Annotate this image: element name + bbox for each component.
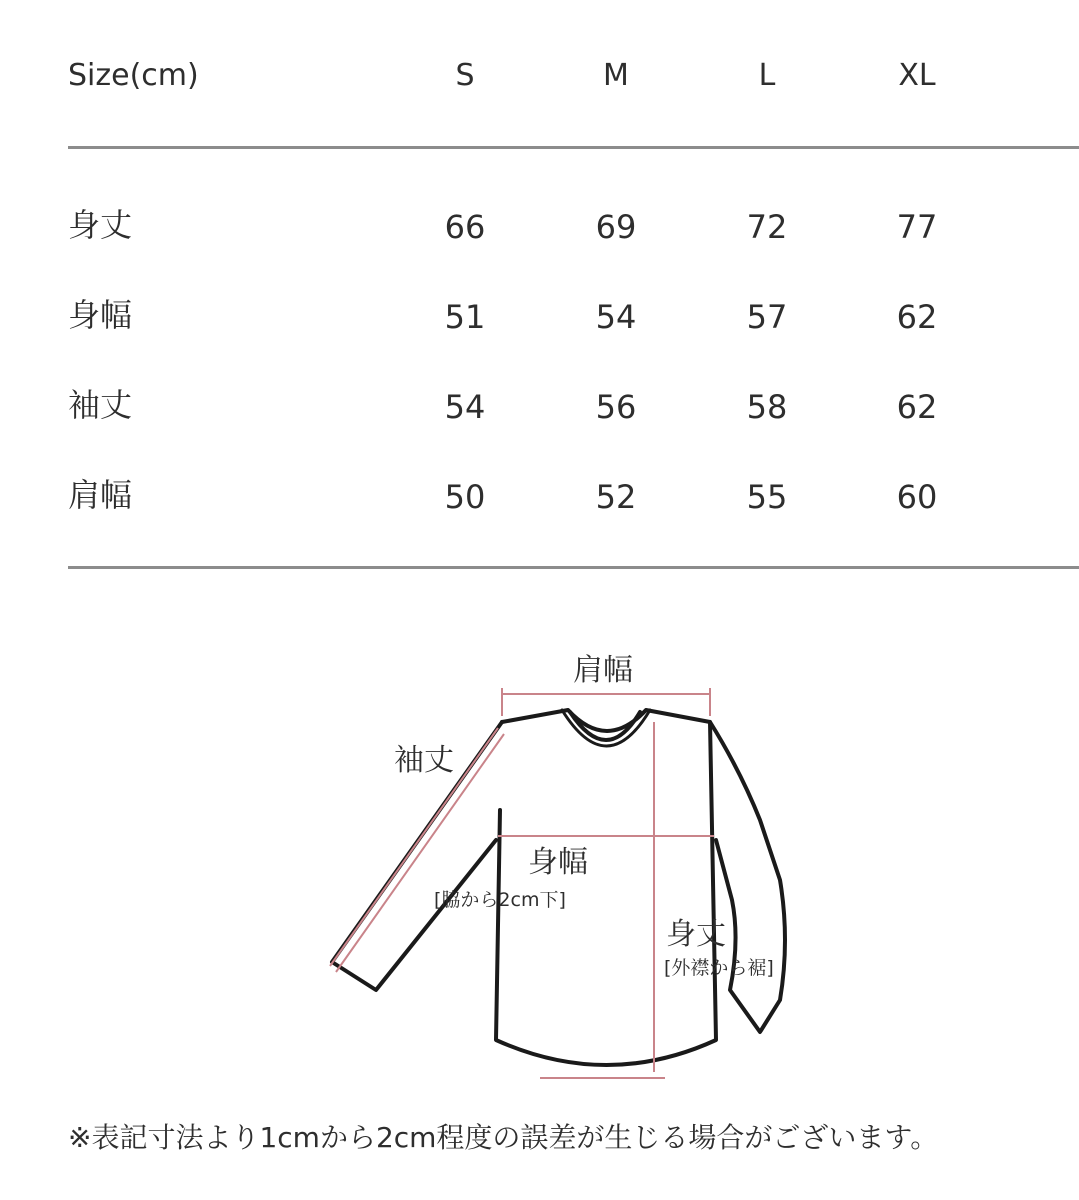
header-size-s: S — [455, 58, 475, 93]
diagram-label-shoulder-width: 肩幅 — [573, 653, 633, 688]
row-value: 62 — [896, 298, 938, 336]
diagram-label-body-length: 身丈 — [666, 917, 726, 952]
row-value: 62 — [896, 388, 938, 426]
diagram-note-body-length: [外襟から裾] — [664, 957, 774, 979]
row-value: 56 — [595, 388, 637, 426]
table-bottom-divider — [68, 566, 1079, 569]
row-value: 54 — [595, 298, 637, 336]
diagram-note-body-width: [脇から2cm下] — [434, 889, 566, 911]
row-label-sleeve-length: 袖丈 — [68, 386, 133, 424]
header-size-m: M — [603, 58, 629, 93]
header-divider — [68, 146, 1079, 149]
row-value: 54 — [444, 388, 486, 426]
row-value: 50 — [444, 478, 486, 516]
row-value: 72 — [746, 208, 788, 246]
row-value: 55 — [746, 478, 788, 516]
row-label-body-width: 身幅 — [68, 296, 133, 334]
row-value: 58 — [746, 388, 788, 426]
row-value: 77 — [896, 208, 938, 246]
measurement-lines — [330, 688, 714, 1078]
row-value: 66 — [444, 208, 486, 246]
row-value: 51 — [444, 298, 486, 336]
row-label-shoulder-width: 肩幅 — [68, 476, 133, 514]
header-size-label: Size(cm) — [68, 58, 199, 93]
row-value: 52 — [595, 478, 637, 516]
diagram-label-body-width: 身幅 — [528, 845, 588, 880]
row-value: 69 — [595, 208, 637, 246]
row-label-length: 身丈 — [68, 206, 133, 244]
footnote-tolerance: ※表記寸法より1cmから2cm程度の誤差が生じる場合がございます。 — [68, 1121, 939, 1154]
measurement-diagram — [320, 640, 820, 1090]
header-size-l: L — [758, 58, 776, 93]
row-value: 60 — [896, 478, 938, 516]
diagram-label-sleeve-length: 袖丈 — [394, 743, 454, 778]
row-value: 57 — [746, 298, 788, 336]
header-size-xl: XL — [898, 58, 936, 93]
